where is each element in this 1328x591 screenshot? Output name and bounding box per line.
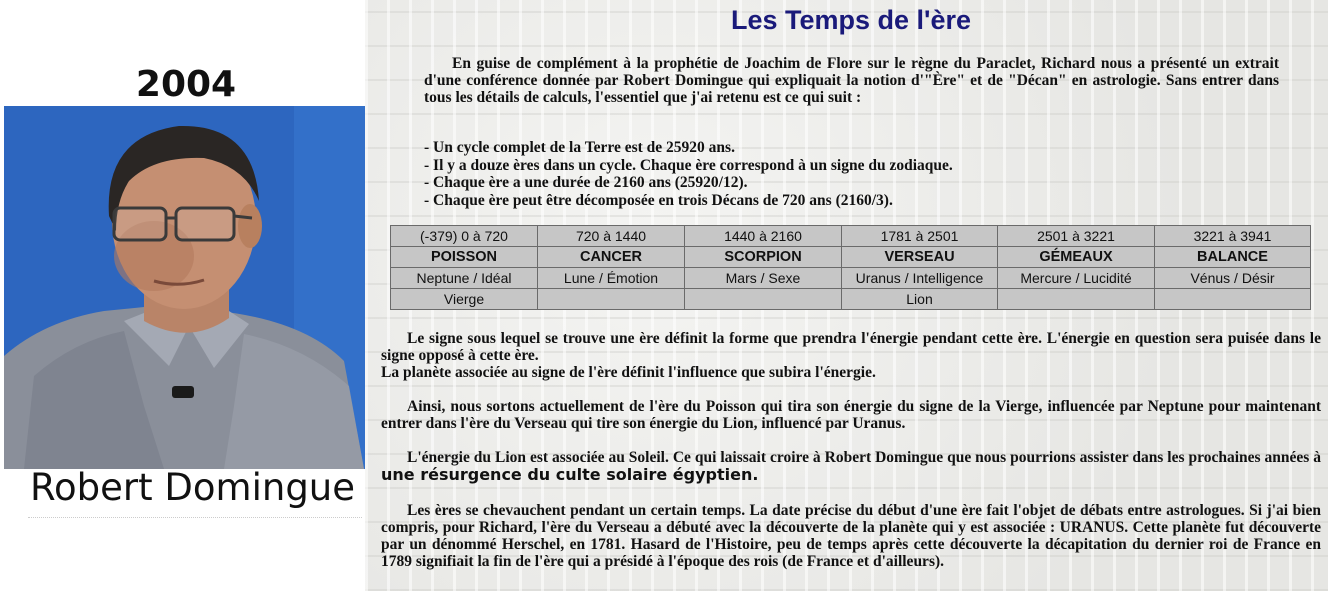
table-cell: 2501 à 3221	[998, 226, 1155, 247]
table-cell	[685, 289, 842, 310]
table-cell: POISSON	[391, 247, 538, 268]
table-cell: (-379) 0 à 720	[391, 226, 538, 247]
table-cell: Lion	[842, 289, 998, 310]
caption-divider	[28, 517, 362, 518]
paragraph-text: La planète associée au signe de l'ère définit l'influence que subira l'énergie.	[381, 364, 876, 381]
portrait-photo	[4, 106, 376, 469]
table-cell: Uranus / Intelligence	[842, 268, 998, 289]
paragraph-sun	[381, 449, 1321, 484]
page-title: Les Temps de l'ère	[730, 5, 972, 35]
table-cell: 3221 à 3941	[1155, 226, 1311, 247]
intro-paragraph: En guise de complément à la prophétie de Joachim de Flore sur le règne du Paraclet, Richard nous a présenté un extrait d'une conférence donnée par Robert Domingue qui expliquait la notion d'"Ère" et de "Décan" en astrologie. Sans entrer dans tous les détails de calculs, l'essentiel que j'ai retenu est ce qui suit :	[424, 55, 1279, 106]
table-cell: GÉMEAUX	[998, 247, 1155, 268]
portrait-illustration	[4, 106, 376, 469]
list-item: - Chaque ère a une durée de 2160 ans (25920/12).	[424, 174, 748, 191]
table-cell: SCORPION	[685, 247, 842, 268]
facts-list	[424, 139, 1284, 209]
paragraph-text: Le signe sous lequel se trouve une ère définit la forme que prendra l'énergie pendant cette ère. L'énergie en question sera puisée dans le signe opposé à cette ère.	[381, 330, 1321, 364]
year-heading: 2004	[135, 64, 237, 105]
article-panel	[365, 0, 1328, 591]
list-item: - Un cycle complet de la Terre est de 25920 ans.	[424, 139, 735, 156]
table-cell: BALANCE	[1155, 247, 1311, 268]
table-cell: 1440 à 2160	[685, 226, 842, 247]
paragraph-transition	[381, 398, 1321, 432]
table-cell: Vénus / Désir	[1155, 268, 1311, 289]
table-row	[391, 226, 1311, 247]
paragraph-text: Les ères se chevauchent pendant un certain temps. La date précise du début d'une ère fait l'objet de débats entre astrologues. Si j'ai bien compris, pour Richard, l'ère du Verseau a débuté avec la découverte de la planète qui y est associée : URANUS. Cette planète fut découverte par un dénommé Herschel, en 1781. Hasard de l'Histoire, peu de temps après cette découverte la décapitation du dernier roi de France en 1789 signifiait la fin de l'ère qui a présidé à l'époque des rois (de France et d'ailleurs).	[381, 502, 1321, 570]
paragraph-text: L'énergie du Lion est associée au Soleil. Ce qui laissait croire à Robert Domingue que nous pourrions assister dans les prochaines années à	[407, 449, 1321, 466]
table-cell: CANCER	[538, 247, 685, 268]
list-item: - Chaque ère peut être décomposée en trois Décans de 720 ans (2160/3).	[424, 191, 893, 209]
table-row	[391, 247, 1311, 268]
paragraph-energy	[381, 330, 1321, 381]
table-cell	[1155, 289, 1311, 310]
table-cell: 720 à 1440	[538, 226, 685, 247]
table-cell: Mercure / Lucidité	[998, 268, 1155, 289]
left-panel	[0, 0, 372, 591]
table-cell: Lune / Émotion	[538, 268, 685, 289]
table-cell	[538, 289, 685, 310]
table-cell: 1781 à 2501	[842, 226, 998, 247]
paragraph-text: Ainsi, nous sortons actuellement de l'ère du Poisson qui tira son énergie du signe de la Vierge, influencée par Neptune pour maintenant entrer dans l'ère du Verseau qui tire son énergie du Lion, influencé par Uranus.	[381, 398, 1321, 432]
era-table	[390, 225, 1311, 310]
highlight-text: une résurgence du culte solaire égyptien.	[381, 465, 759, 484]
list-item: - Il y a douze ères dans un cycle. Chaque ère correspond à un signe du zodiaque.	[424, 156, 953, 174]
table-row	[391, 268, 1311, 289]
table-cell: VERSEAU	[842, 247, 998, 268]
table-cell: Neptune / Idéal	[391, 268, 538, 289]
paragraph-overlap	[381, 502, 1321, 570]
photo-caption: Robert Domingue	[30, 466, 356, 509]
table-row	[391, 289, 1311, 310]
table-cell: Mars / Sexe	[685, 268, 842, 289]
table-cell	[998, 289, 1155, 310]
table-cell: Vierge	[391, 289, 538, 310]
